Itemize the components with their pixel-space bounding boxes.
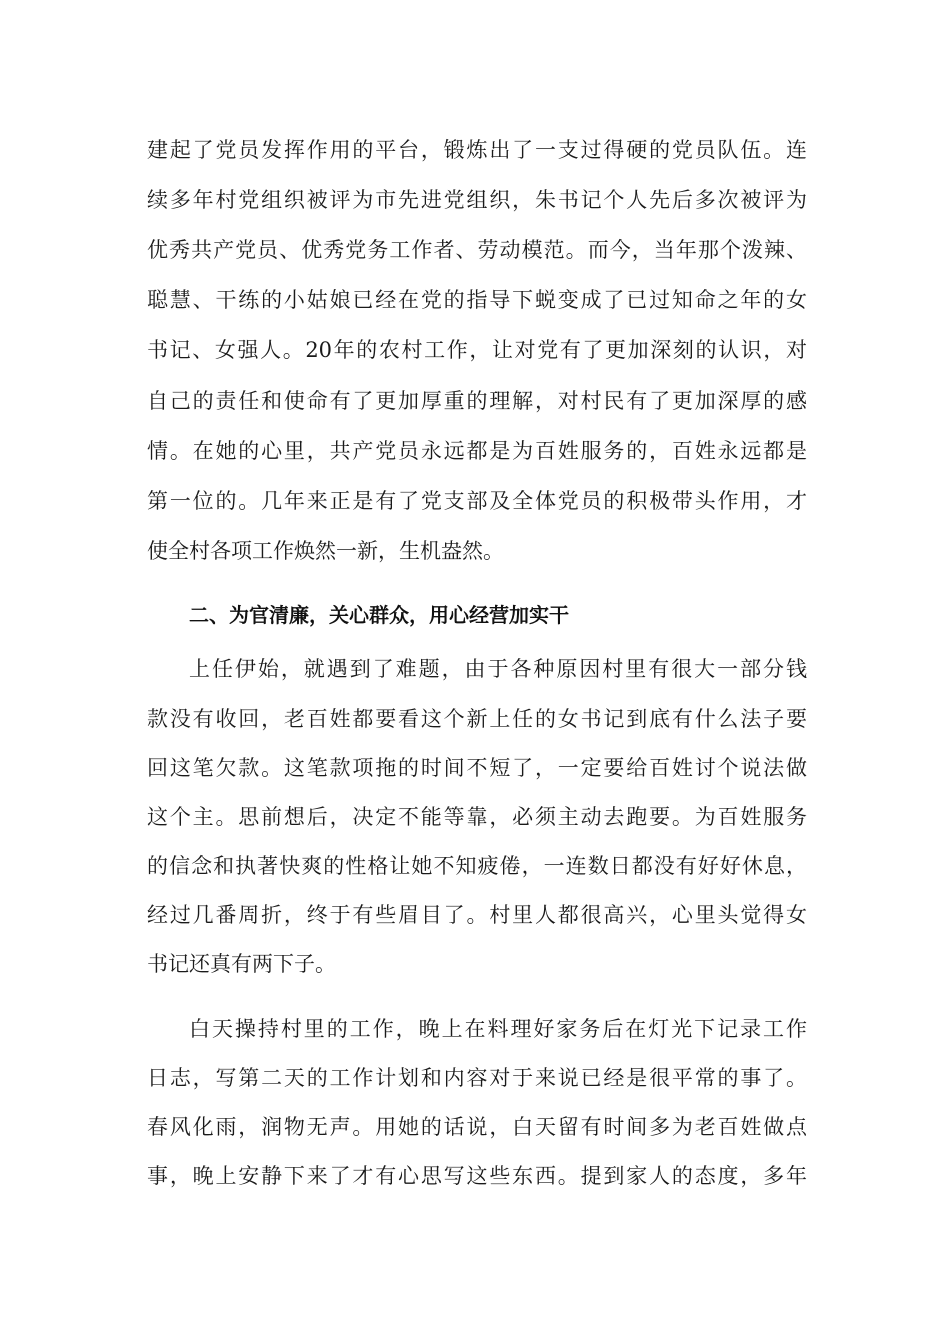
paragraph-line: 的信念和执著快爽的性格让她不知疲倦，一连数日都没有好好休息， — [147, 854, 807, 878]
paragraph-line: 情。在她的心里，共产党员永远都是为百姓服务的，百姓永远都是 — [147, 439, 807, 463]
paragraph-line: 回这笔欠款。这笔款项拖的时间不短了，一定要给百姓讨个说法做 — [147, 756, 807, 780]
paragraph-line: 白天操持村里的工作，晚上在料理好家务后在灯光下记录工作 — [189, 1017, 807, 1041]
section-heading: 二、为官清廉，关心群众，用心经营加实干 — [189, 603, 569, 627]
paragraph-line: 书记还真有两下子。 — [147, 952, 336, 976]
paragraph-line: 上任伊始，就遇到了难题，由于各种原因村里有很大一部分钱 — [189, 657, 807, 681]
paragraph-line: 事，晚上安静下来了才有心思写这些东西。提到家人的态度，多年 — [147, 1164, 807, 1188]
paragraph-line: 使全村各项工作焕然一新，生机盎然。 — [147, 539, 504, 563]
paragraph-line: 自己的责任和使命有了更加厚重的理解，对村民有了更加深厚的感 — [147, 389, 807, 413]
paragraph-line: 经过几番周折，终于有些眉目了。村里人都很高兴，心里头觉得女 — [147, 903, 807, 927]
paragraph-line: 这个主。思前想后，决定不能等靠，必须主动去跑要。为百姓服务 — [147, 805, 807, 829]
paragraph-line: 书记、女强人。20年的农村工作，让对党有了更加深刻的认识，对 — [147, 338, 807, 362]
paragraph-line: 春风化雨，润物无声。用她的话说，白天留有时间多为老百姓做点 — [147, 1115, 807, 1139]
paragraph-line: 日志，写第二天的工作计划和内容对于来说已经是很平常的事了。 — [147, 1066, 807, 1090]
paragraph-line: 续多年村党组织被评为市先进党组织，朱书记个人先后多次被评为 — [147, 188, 807, 212]
paragraph-line: 聪慧、干练的小姑娘已经在党的指导下蜕变成了已过知命之年的女 — [147, 288, 807, 312]
paragraph-line: 第一位的。几年来正是有了党支部及全体党员的积极带头作用，才 — [147, 489, 807, 513]
paragraph-line: 建起了党员发挥作用的平台，锻炼出了一支过得硬的党员队伍。连 — [147, 138, 807, 162]
paragraph-line: 款没有收回，老百姓都要看这个新上任的女书记到底有什么法子要 — [147, 707, 807, 731]
paragraph-line: 优秀共产党员、优秀党务工作者、劳动模范。而今，当年那个泼辣、 — [147, 238, 807, 262]
